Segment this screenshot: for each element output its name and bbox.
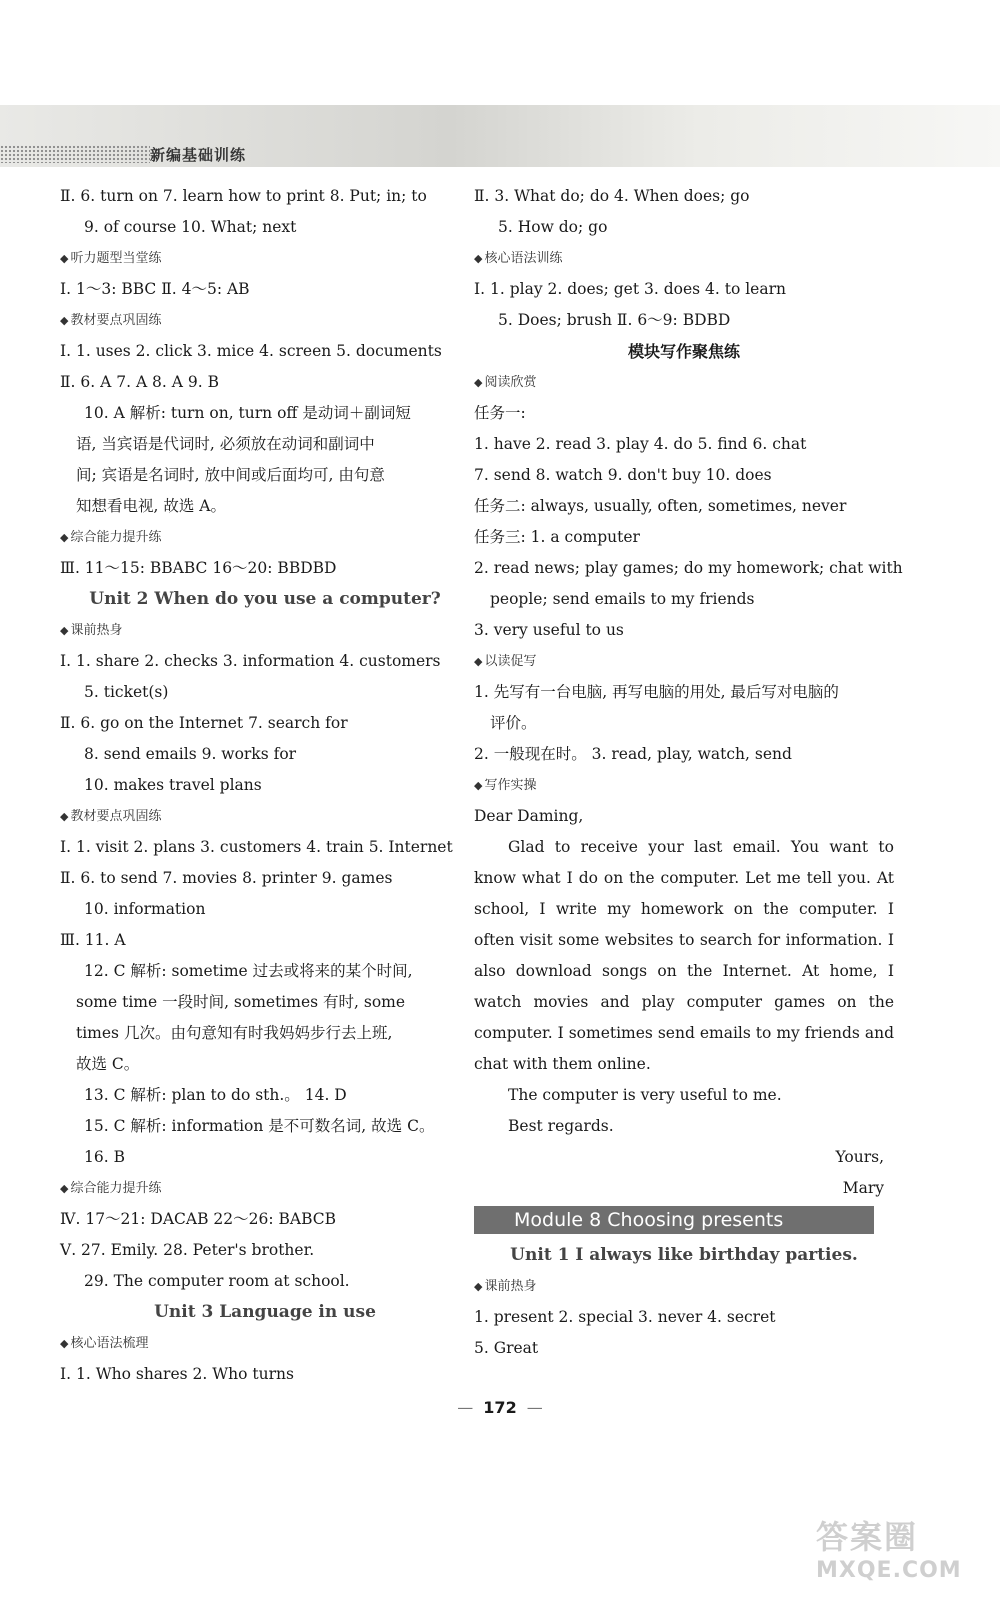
page-number: — 172 — [457, 1398, 543, 1417]
section-heading [60, 801, 470, 832]
answer-line: Ⅴ. 27. Emily. 28. Peter's brother. [60, 1241, 315, 1259]
module-section-label: 课前热身 [484, 1279, 537, 1294]
answer-line: 8. send emails 9. works for [84, 745, 297, 763]
answer-line: Ⅲ. 11～15: BBABC 16～20: BBDBD [60, 559, 337, 577]
answer-line: 间; 宾语是名词时, 放中间或后面均可, 由句意 [76, 466, 385, 484]
module-section-heading [474, 1271, 894, 1302]
answer-line: 29. The computer room at school. [84, 1272, 350, 1290]
answer-line: Ⅱ. 6. A 7. A 8. A 9. B [60, 373, 220, 391]
left-column [60, 181, 470, 1390]
diamond-icon: ◆ [474, 252, 483, 265]
section-heading [474, 770, 894, 801]
diamond-icon: ◆ [60, 531, 69, 544]
answer-line: 故选 C。 [76, 1055, 140, 1073]
unit-title: Unit 3 Language in use [154, 1302, 376, 1322]
unit-title: Unit 2 When do you use a computer? [89, 589, 441, 609]
answer-line: 7. send 8. watch 9. don't buy 10. does [474, 466, 772, 484]
answer-line: Ⅰ. 1. play 2. does; get 3. does 4. to learn [474, 280, 786, 298]
section-label: 阅读欣赏 [484, 375, 537, 390]
answer-line: Ⅱ. 3. What do; do 4. When does; go [474, 187, 750, 205]
diamond-icon: ◆ [60, 314, 69, 327]
answer-line: Ⅰ. 1. visit 2. plans 3. customers 4. train 5. Internet [60, 838, 453, 856]
section-label: 综合能力提升练 [70, 530, 162, 545]
right-column [474, 181, 903, 1364]
section-label: 教材要点巩固练 [70, 809, 162, 824]
answer-line: 9. of course 10. What; next [84, 218, 297, 236]
section-label: 写作实操 [484, 778, 537, 793]
answer-line: Ⅳ. 17～21: DACAB 22～26: BABCB [60, 1210, 337, 1228]
diamond-icon: ◆ [60, 1182, 69, 1195]
answer-line: 5. Does; brush Ⅱ. 6～9: BDBD [498, 311, 731, 329]
watermark [816, 1512, 976, 1592]
answer-line: Ⅰ. 1. Who shares 2. Who turns [60, 1365, 294, 1383]
letter-sign-yours: Yours, [835, 1148, 884, 1166]
page-number-value: 172 [483, 1398, 517, 1417]
module-unit-title: Unit 1 I always like birthday parties. [510, 1245, 858, 1265]
section-heading [60, 243, 470, 274]
header-dot-pattern [0, 145, 150, 163]
section-heading [60, 1328, 470, 1359]
answer-line: 12. C 解析: sometime 过去或将来的某个时间, [84, 962, 413, 980]
section-heading [60, 615, 470, 646]
section-heading [474, 367, 894, 398]
module-answer-line: 1. present 2. special 3. never 4. secret [474, 1308, 776, 1326]
diamond-icon: ◆ [60, 810, 69, 823]
answer-line: 10. information [84, 900, 206, 918]
answer-line: 1. have 2. read 3. play 4. do 5. find 6. chat [474, 435, 807, 453]
answer-line: 知想看电视, 故选 A。 [76, 497, 226, 515]
right-column-answers [474, 181, 903, 832]
answer-line: some time 一段时间, sometimes 有时, some [76, 993, 406, 1011]
section-label: 核心语法训练 [484, 251, 563, 266]
diamond-icon: ◆ [474, 655, 483, 668]
answer-line: Ⅱ. 6. turn on 7. learn how to print 8. Put; in; to [60, 187, 427, 205]
answer-line: 任务二: always, usually, often, sometimes, never [474, 497, 847, 515]
header-title: 新编基础训练 [150, 146, 247, 164]
answer-line: 任务一: [474, 404, 526, 422]
answer-line: Ⅰ. 1. share 2. checks 3. information 4. customers [60, 652, 441, 670]
answer-line: 语, 当宾语是代词时, 必须放在动词和副词中 [76, 435, 375, 453]
diamond-icon: ◆ [474, 779, 483, 792]
watermark-cn: 答案圈 [816, 1518, 919, 1556]
section-heading [474, 243, 894, 274]
section-label: 核心语法梳理 [70, 1336, 149, 1351]
section-heading [60, 305, 470, 336]
answer-line: 2. 一般现在时。 3. read, play, watch, send [474, 745, 792, 763]
answer-line: 10. makes travel plans [84, 776, 262, 794]
answer-line: people; send emails to my friends [490, 590, 755, 608]
section-label: 以读促写 [484, 654, 537, 669]
letter-body: Glad to receive your last email. You want to know what I do on the computer. Let me tell you. At school, I write my homework on the computer. I often visit some websites to search for information. I also download songs on the Internet. At home, I watch movies and play computer games on the computer. I sometimes send emails to my friends and chat with them online. [474, 838, 894, 1073]
diamond-icon: ◆ [474, 1280, 483, 1293]
answer-line: 任务三: 1. a computer [474, 528, 640, 546]
answer-line: Ⅲ. 11. A [60, 931, 126, 949]
section-heading [60, 1173, 470, 1204]
answer-line: 10. A 解析: turn on, turn off 是动词＋副词短 [84, 404, 411, 422]
section-label: 教材要点巩固练 [70, 313, 162, 328]
watermark-en: MXQE.COM [816, 1558, 962, 1583]
section-label: 综合能力提升练 [70, 1181, 162, 1196]
letter-closing: Best regards. [508, 1117, 614, 1135]
answer-line: 5. How do; go [498, 218, 608, 236]
diamond-icon: ◆ [60, 624, 69, 637]
answer-line: 评价。 [490, 714, 537, 732]
answer-line: Dear Daming, [474, 807, 584, 825]
diamond-icon: ◆ [60, 1337, 69, 1350]
section-heading [474, 646, 894, 677]
section-label: 课前热身 [70, 623, 123, 638]
section-label: 听力题型当堂练 [70, 251, 162, 266]
section-heading [60, 522, 470, 553]
answer-line: 3. very useful to us [474, 621, 624, 639]
answer-line: 15. C 解析: information 是不可数名词, 故选 C。 [84, 1117, 435, 1135]
answer-line: Ⅰ. 1～3: BBC Ⅱ. 4～5: AB [60, 280, 250, 298]
answer-line: Ⅱ. 6. to send 7. movies 8. printer 9. games [60, 869, 393, 887]
answer-line: 5. ticket(s) [84, 683, 169, 701]
answer-line: 2. read news; play games; do my homework; chat with [474, 559, 903, 577]
diamond-icon: ◆ [60, 252, 69, 265]
answer-line: 1. 先写有一台电脑, 再写电脑的用处, 最后写对电脑的 [474, 683, 839, 701]
diamond-icon: ◆ [474, 376, 483, 389]
answer-line: 13. C 解析: plan to do sth.。 14. D [84, 1086, 347, 1104]
letter-line: The computer is very useful to me. [508, 1086, 782, 1104]
answer-line: Ⅱ. 6. go on the Internet 7. search for [60, 714, 348, 732]
module-answer-line: 5. Great [474, 1339, 539, 1357]
answer-line: times 几次。由句意知有时我妈妈步行去上班, [76, 1024, 393, 1042]
module-banner: Module 8 Choosing presents [474, 1206, 874, 1234]
answer-line: 16. B [84, 1148, 125, 1166]
answer-line: Ⅰ. 1. uses 2. click 3. mice 4. screen 5. documents [60, 342, 442, 360]
block-title: 模块写作聚焦练 [627, 342, 740, 361]
letter-sign-name: Mary [842, 1179, 884, 1197]
